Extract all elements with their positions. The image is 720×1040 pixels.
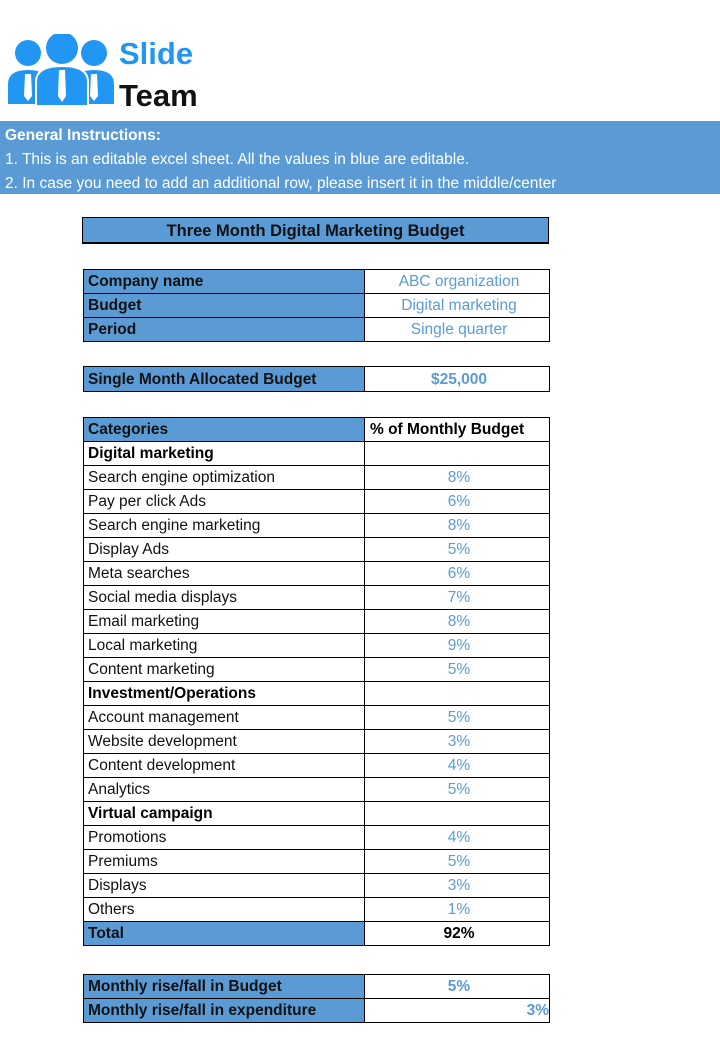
- cell-value[interactable]: 6%: [365, 490, 550, 514]
- cell-value[interactable]: 4%: [365, 826, 550, 850]
- cell-label: Monthly rise/fall in expenditure: [84, 999, 365, 1023]
- info-row-company: [84, 270, 550, 294]
- cell-label: Social media displays: [84, 586, 365, 610]
- rise-fall-row-expenditure: [84, 999, 550, 1023]
- allocated-row: [84, 367, 550, 392]
- cell-label: Account management: [84, 706, 365, 730]
- logo-word-team: Team: [119, 78, 198, 113]
- cell-label: Budget: [84, 294, 365, 318]
- categories-table: [83, 417, 550, 946]
- category-row: [84, 490, 550, 514]
- instruction-line-2: 2. In case you need to add an additional row, please insert it in the middle/center: [5, 175, 557, 192]
- cell-label: Others: [84, 898, 365, 922]
- cell-value[interactable]: 1%: [365, 898, 550, 922]
- rise-fall-table: [83, 974, 550, 1023]
- cell-value[interactable]: 5%: [365, 975, 550, 999]
- info-table: [83, 269, 550, 342]
- category-row: [84, 730, 550, 754]
- cell-value[interactable]: 5%: [365, 850, 550, 874]
- cell-label: Company name: [84, 270, 365, 294]
- cell-label: Search engine marketing: [84, 514, 365, 538]
- cell-value[interactable]: 3%: [365, 874, 550, 898]
- cell-value: [365, 442, 550, 466]
- cell-label: Total: [84, 922, 365, 946]
- cell-value[interactable]: ABC organization: [365, 270, 550, 294]
- total-row: [84, 922, 550, 946]
- cell-label: Email marketing: [84, 610, 365, 634]
- rise-fall-row-budget: [84, 975, 550, 999]
- category-row: [84, 514, 550, 538]
- header-cell-percent: % of Monthly Budget: [365, 418, 550, 442]
- header-cell-categories: Categories: [84, 418, 365, 442]
- category-row: [84, 466, 550, 490]
- info-row-period: [84, 318, 550, 342]
- instructions-banner: [0, 121, 720, 194]
- category-row: [84, 898, 550, 922]
- cell-value[interactable]: Single quarter: [365, 318, 550, 342]
- cell-value[interactable]: 6%: [365, 562, 550, 586]
- category-row: [84, 826, 550, 850]
- category-row: [84, 706, 550, 730]
- category-group-row: [84, 682, 550, 706]
- cell-label: Local marketing: [84, 634, 365, 658]
- category-row: [84, 850, 550, 874]
- category-group-row: [84, 442, 550, 466]
- category-row: [84, 562, 550, 586]
- cell-value[interactable]: Digital marketing: [365, 294, 550, 318]
- cell-label: Pay per click Ads: [84, 490, 365, 514]
- cell-label: Displays: [84, 874, 365, 898]
- category-row: [84, 610, 550, 634]
- cell-value: 92%: [365, 922, 550, 946]
- cell-value[interactable]: 5%: [365, 778, 550, 802]
- cell-value[interactable]: 3%: [365, 730, 550, 754]
- cell-value[interactable]: 8%: [365, 466, 550, 490]
- cell-label: Virtual campaign: [84, 802, 365, 826]
- categories-body: [84, 442, 550, 922]
- category-row: [84, 586, 550, 610]
- instruction-line-1: 1. This is an editable excel sheet. All the values in blue are editable.: [5, 151, 470, 168]
- category-row: [84, 658, 550, 682]
- cell-value[interactable]: 5%: [365, 706, 550, 730]
- sheet-title: Three Month Digital Marketing Budget: [82, 217, 549, 244]
- cell-value[interactable]: 5%: [365, 538, 550, 562]
- cell-value[interactable]: 5%: [365, 658, 550, 682]
- category-group-row: [84, 802, 550, 826]
- cell-value: [365, 802, 550, 826]
- cell-value[interactable]: 4%: [365, 754, 550, 778]
- cell-label: Period: [84, 318, 365, 342]
- cell-label: Meta searches: [84, 562, 365, 586]
- category-row: [84, 538, 550, 562]
- cell-label: Single Month Allocated Budget: [84, 367, 365, 392]
- cell-value: [365, 682, 550, 706]
- cell-value[interactable]: 8%: [365, 514, 550, 538]
- cell-value[interactable]: 7%: [365, 586, 550, 610]
- cell-label: Digital marketing: [84, 442, 365, 466]
- cell-label: Promotions: [84, 826, 365, 850]
- cell-label: Display Ads: [84, 538, 365, 562]
- category-row: [84, 778, 550, 802]
- cell-label: Website development: [84, 730, 365, 754]
- cell-label: Content development: [84, 754, 365, 778]
- categories-header-row: [84, 418, 550, 442]
- cell-value[interactable]: 8%: [365, 610, 550, 634]
- cell-label: Monthly rise/fall in Budget: [84, 975, 365, 999]
- info-row-budget: [84, 294, 550, 318]
- cell-label: Premiums: [84, 850, 365, 874]
- cell-value[interactable]: 9%: [365, 634, 550, 658]
- cell-label: Content marketing: [84, 658, 365, 682]
- category-row: [84, 874, 550, 898]
- instructions-heading: General Instructions:: [5, 127, 161, 144]
- cell-value[interactable]: $25,000: [365, 367, 550, 392]
- cell-label: Analytics: [84, 778, 365, 802]
- category-row: [84, 634, 550, 658]
- cell-value[interactable]: 3%: [365, 999, 550, 1023]
- category-row: [84, 754, 550, 778]
- allocated-table: [83, 366, 550, 392]
- people-icon: [8, 34, 114, 106]
- cell-label: Investment/Operations: [84, 682, 365, 706]
- logo-word-slide: Slide: [119, 36, 194, 71]
- cell-label: Search engine optimization: [84, 466, 365, 490]
